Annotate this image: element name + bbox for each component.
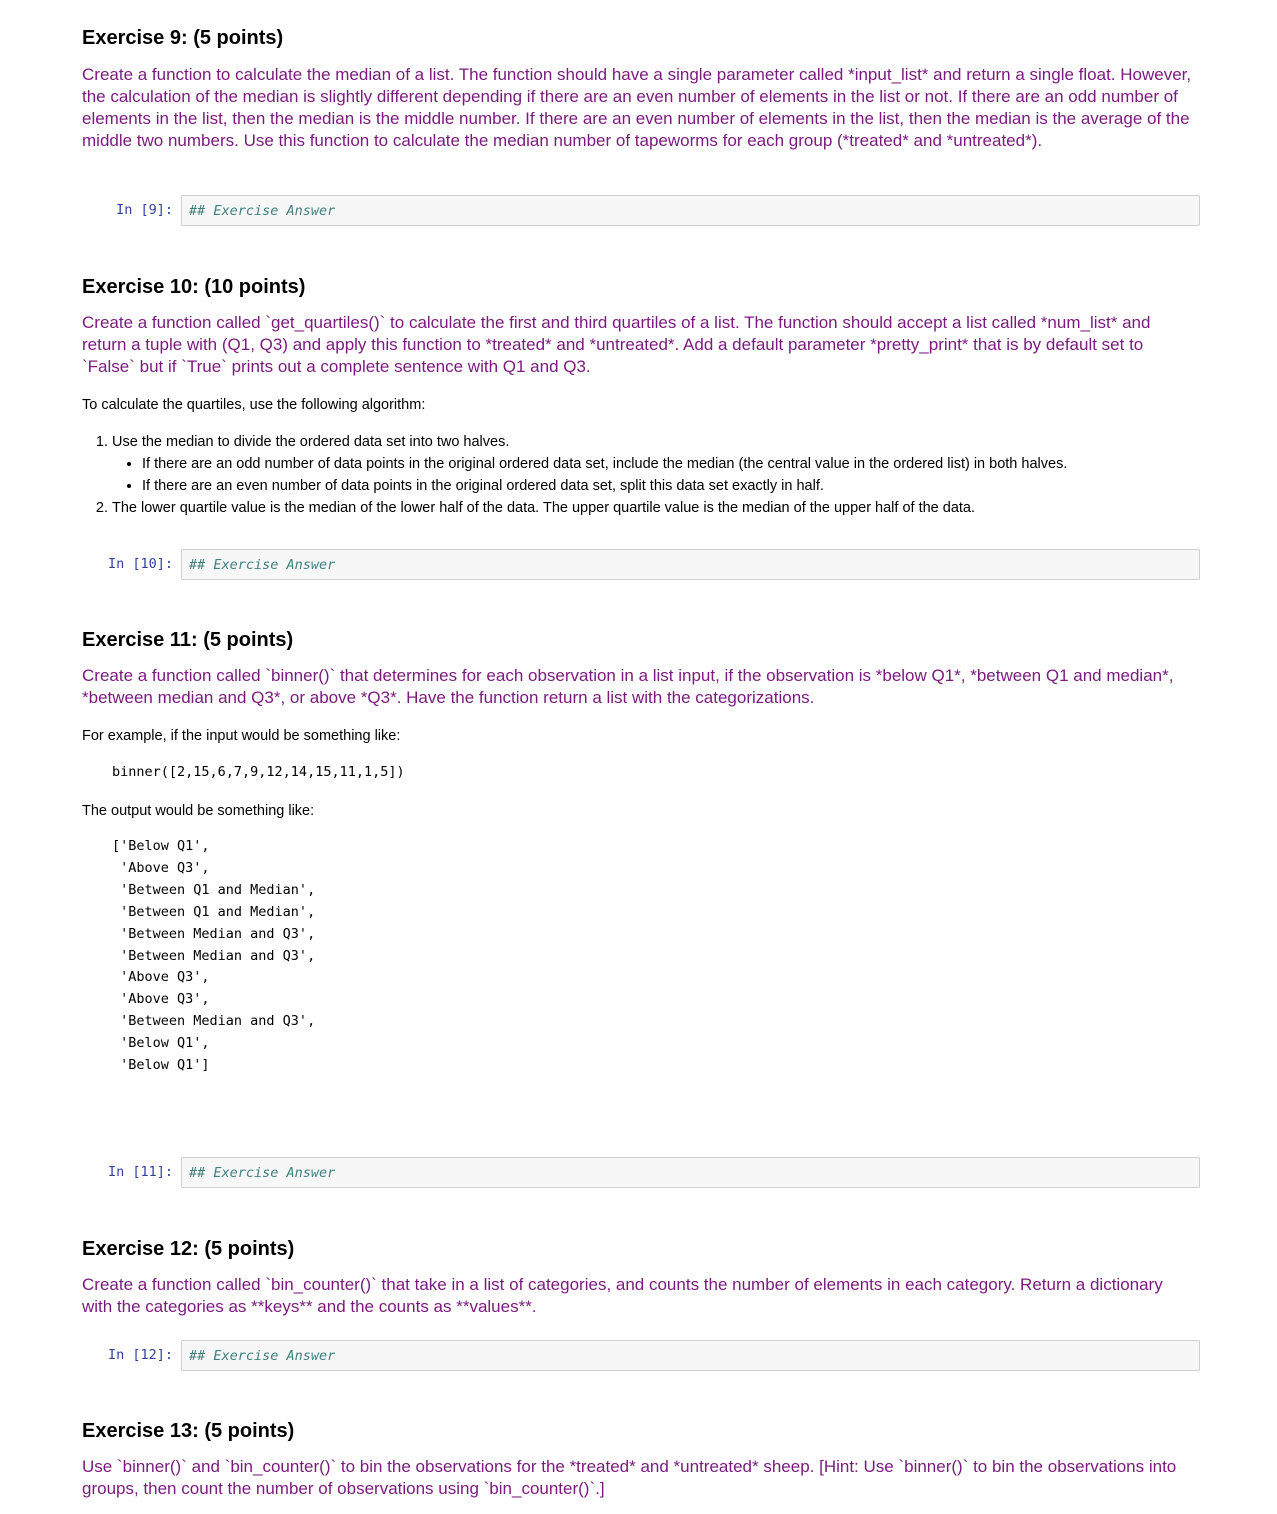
cell-10-code: ## Exercise Answer <box>189 557 336 573</box>
cell-12-code: ## Exercise Answer <box>189 1348 336 1364</box>
cell-10-prompt: In [10]: <box>107 556 173 572</box>
example-output-code: ['Below Q1', 'Above Q3', 'Between Q1 and Median', 'Between Q1 and Median', 'Between Median and Q3', 'Between Median and Q3', 'Above Q3', 'Above Q3', 'Between Median and Q3', 'Below Q1', 'Below Q1'] <box>112 838 316 1074</box>
exercise-12-heading: Exercise 12: (5 points) <box>82 1238 295 1260</box>
quartile-step-2: 2. The lower quartile value is the median of the lower half of the data. The upper quartile value is the median of the upper half of the data. <box>112 497 1067 519</box>
code-cell-11[interactable] <box>181 1157 1200 1188</box>
quartile-step-1 <box>112 431 1067 497</box>
example-output-intro: The output would be something like: <box>82 803 315 819</box>
exercise-11-heading: Exercise 11: (5 points) <box>82 629 294 651</box>
example-input-intro: For example, if the input would be something like: <box>82 728 401 744</box>
code-cell-10[interactable] <box>181 549 1200 580</box>
code-cell-12[interactable] <box>181 1340 1200 1371</box>
quartile-step-1-sublist <box>112 453 1067 497</box>
example-input-code: binner([2,15,6,7,9,12,14,15,11,1,5]) <box>112 764 405 780</box>
quartile-algorithm-intro: To calculate the quartiles, use the following algorithm: <box>82 397 426 413</box>
cell-9-code: ## Exercise Answer <box>189 203 336 219</box>
cell-12-prompt: In [12]: <box>107 1347 173 1363</box>
exercise-9-heading: Exercise 9: (5 points) <box>82 27 284 49</box>
quartile-step-1-sub-even: • If there are an even number of data points in the original ordered data set, split this data set exactly in half. <box>142 475 1067 497</box>
cell-11-prompt: In [11]: <box>107 1164 173 1180</box>
code-cell-9[interactable] <box>181 195 1200 226</box>
quartile-steps-list <box>82 431 1067 519</box>
exercise-10-heading: Exercise 10: (10 points) <box>82 276 306 298</box>
exercise-10-description: Create a function called `get_quartiles()` to calculate the first and third quartiles of a list. The function should accept a list called *num_list* and return a tuple with (Q1, Q3) and apply this function to *treated* and *untreated*. Add a default parameter *pretty_print* that is by default set to `False` but if `True` prints out a complete sentence with Q1 and Q3. <box>82 313 1151 376</box>
exercise-9-description: Create a function to calculate the median of a list. The function should have a single parameter called *input_list* and return a single float. However, the calculation of the median is slightly different depending if there are an even number of elements in the list or not. If there are an odd number of elements in the list, then the median is the middle number. If there are an even number of elements in the list, then the median is the average of the middle two numbers. Use this function to calculate the median number of tapeworms for each group (*treated* and *untreated*). <box>82 65 1192 150</box>
quartile-step-1-sub-odd: • If there are an odd number of data points in the original ordered data set, include the median (the central value in the ordered list) in both halves. <box>142 453 1067 475</box>
exercise-13-description: Use `binner()` and `bin_counter()` to bin the observations for the *treated* and *untreated* sheep. [Hint: Use `binner()` to bin the observations into groups, then count the number of observations using `bin_counter()`.] <box>82 1457 1177 1498</box>
exercise-13-heading: Exercise 13: (5 points) <box>82 1420 295 1442</box>
exercise-12-description: Create a function called `bin_counter()` that take in a list of categories, and counts the number of elements in each category. Return a dictionary with the categories as **keys** and the counts as **values**. <box>82 1275 1163 1316</box>
quartile-step-1-text: Use the median to divide the ordered data set into two halves. <box>112 434 510 450</box>
cell-9-prompt: In [9]: <box>116 202 173 218</box>
exercise-11-description: Create a function called `binner()` that determines for each observation in a list input, if the observation is *below Q1*, *between Q1 and median*, *between median and Q3*, or above *Q3*. Have the function return a list with the categorizations. <box>82 666 1174 707</box>
cell-11-code: ## Exercise Answer <box>189 1165 336 1181</box>
